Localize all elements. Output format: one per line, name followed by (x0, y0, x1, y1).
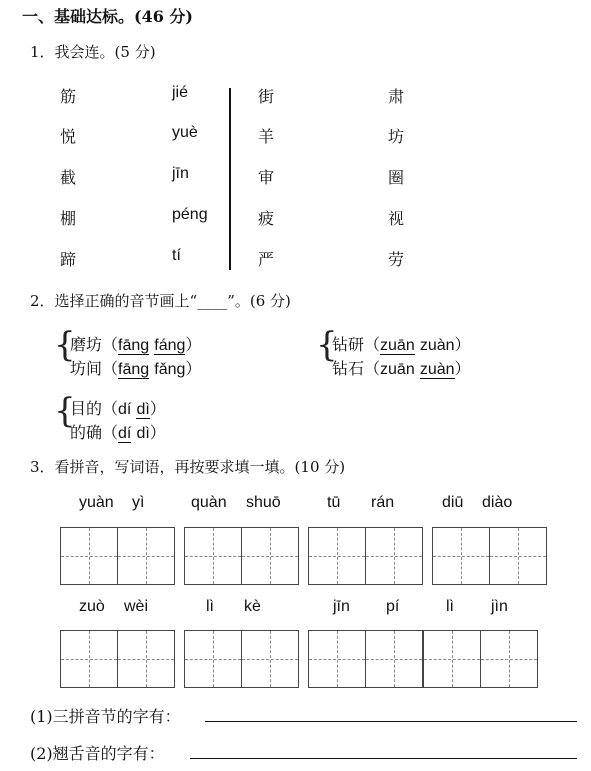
q3-pinyin: wèi (124, 598, 149, 615)
q2-word: 的确（ (70, 423, 119, 442)
q2-paren-close: ） (454, 335, 471, 354)
writing-cell[interactable] (118, 528, 174, 584)
q3-pinyin: shuō (246, 494, 281, 511)
q3-pinyin: lì (206, 598, 214, 615)
q2-paren-close: ） (454, 359, 471, 378)
q1-pinyin: jié (172, 84, 189, 101)
q1-pinyin: tí (172, 247, 181, 264)
q2-option-row (70, 396, 166, 419)
q1-far-char: 视 (388, 209, 405, 228)
q2-option-row (70, 332, 201, 355)
q2-brace: { (54, 391, 76, 431)
q3-pinyin: jìn (491, 598, 508, 615)
q1-right-char: 羊 (258, 127, 275, 146)
q3-pinyin: jīn (333, 598, 350, 615)
answer-line-2[interactable] (190, 758, 577, 759)
writing-grid (184, 630, 299, 688)
q3-pinyin: pí (386, 598, 400, 615)
q2-pinyin-option[interactable]: zuàn (419, 361, 455, 378)
fill-prompt-1: (1)三拼音节的字有： (30, 707, 181, 726)
writing-cell[interactable] (490, 528, 546, 584)
writing-grid (423, 630, 538, 688)
q3-pinyin: tū (327, 494, 341, 511)
writing-grid (432, 527, 547, 585)
q2-pinyin-option[interactable]: fāng (118, 337, 150, 354)
writing-cell[interactable] (242, 528, 298, 584)
q1-title: 1．我会连。(5 分) (30, 43, 156, 61)
q3-pinyin: diū (442, 494, 464, 511)
q2-pinyin-option[interactable]: zuàn (419, 337, 455, 354)
q2-word: 坊间（ (70, 359, 119, 378)
writing-grid (60, 527, 175, 585)
writing-grid (308, 630, 423, 688)
q2-paren-close: ） (149, 399, 166, 418)
writing-grid (308, 527, 423, 585)
q1-pinyin: péng (172, 206, 208, 223)
answer-line-1[interactable] (205, 721, 577, 722)
q2-word: 目的（ (70, 399, 119, 418)
writing-cell[interactable] (481, 631, 537, 687)
q1-right-char: 审 (258, 168, 275, 187)
q1-far-char: 劳 (388, 250, 405, 269)
q3-pinyin: zuò (79, 598, 105, 615)
q2-pinyin-option[interactable]: dí (118, 401, 132, 418)
q2-option-row (70, 356, 201, 379)
q2-word: 钻石（ (332, 359, 381, 378)
q2-pinyin-option[interactable]: fāng (118, 361, 150, 378)
writing-cell[interactable] (118, 631, 174, 687)
writing-cell[interactable] (433, 528, 490, 584)
q1-far-char: 肃 (388, 87, 405, 106)
q3-pinyin: quàn (191, 494, 227, 511)
q3-pinyin: kè (244, 598, 261, 615)
writing-cell[interactable] (309, 631, 366, 687)
q3-title: 3．看拼音，写词语，再按要求填一填。(10 分) (30, 458, 346, 476)
q2-pinyin-option[interactable]: fǎng (154, 361, 186, 378)
q1-left-char: 筋 (60, 87, 77, 106)
q1-divider-line (229, 88, 231, 270)
section-heading: 一、基础达标。(46 分) (22, 7, 193, 26)
q1-right-char: 街 (258, 87, 275, 106)
q2-paren-close: ） (185, 359, 202, 378)
q2-option-row (70, 420, 166, 443)
writing-cell[interactable] (366, 528, 422, 584)
q1-left-char: 截 (60, 168, 77, 187)
q1-right-char: 疲 (258, 209, 275, 228)
q2-word: 钻研（ (332, 335, 381, 354)
q1-pinyin: jīn (172, 165, 189, 182)
q1-left-char: 棚 (60, 209, 77, 228)
writing-cell[interactable] (61, 631, 118, 687)
q2-option-row (332, 356, 471, 379)
q2-title: 2．选择正确的音节画上“____”。(6 分) (30, 292, 291, 310)
q3-pinyin: lì (446, 598, 454, 615)
writing-cell[interactable] (424, 631, 481, 687)
q2-option-row (332, 332, 471, 355)
q2-pinyin-option[interactable]: zuān (380, 337, 415, 354)
q2-pinyin-option[interactable]: fáng (154, 337, 186, 354)
writing-grid (184, 527, 299, 585)
writing-grid (60, 630, 175, 688)
q1-left-char: 蹄 (60, 250, 77, 269)
writing-cell[interactable] (61, 528, 118, 584)
writing-cell[interactable] (185, 631, 242, 687)
fill-prompt-2: (2)翘舌音的字有： (30, 744, 165, 763)
q1-pinyin: yuè (172, 124, 198, 141)
q2-pinyin-option[interactable]: zuān (380, 361, 415, 378)
q1-left-char: 悦 (60, 127, 77, 146)
q3-pinyin: yì (132, 494, 145, 511)
q2-pinyin-option[interactable]: dì (136, 425, 150, 442)
q2-pinyin-option[interactable]: dì (136, 401, 150, 418)
q2-paren-close: ） (185, 335, 202, 354)
q2-pinyin-option[interactable]: dí (118, 425, 132, 442)
q2-brace: { (316, 325, 338, 365)
q3-pinyin: rán (371, 494, 395, 511)
q2-brace: { (54, 325, 76, 365)
writing-cell[interactable] (366, 631, 422, 687)
writing-cell[interactable] (185, 528, 242, 584)
q3-pinyin: yuàn (79, 494, 114, 511)
q1-right-char: 严 (258, 250, 275, 269)
q1-far-char: 坊 (388, 127, 405, 146)
q1-far-char: 圈 (388, 168, 405, 187)
q3-pinyin: diào (482, 494, 513, 511)
q2-word: 磨坊（ (70, 335, 119, 354)
q2-paren-close: ） (149, 423, 166, 442)
writing-cell[interactable] (242, 631, 298, 687)
writing-cell[interactable] (309, 528, 366, 584)
